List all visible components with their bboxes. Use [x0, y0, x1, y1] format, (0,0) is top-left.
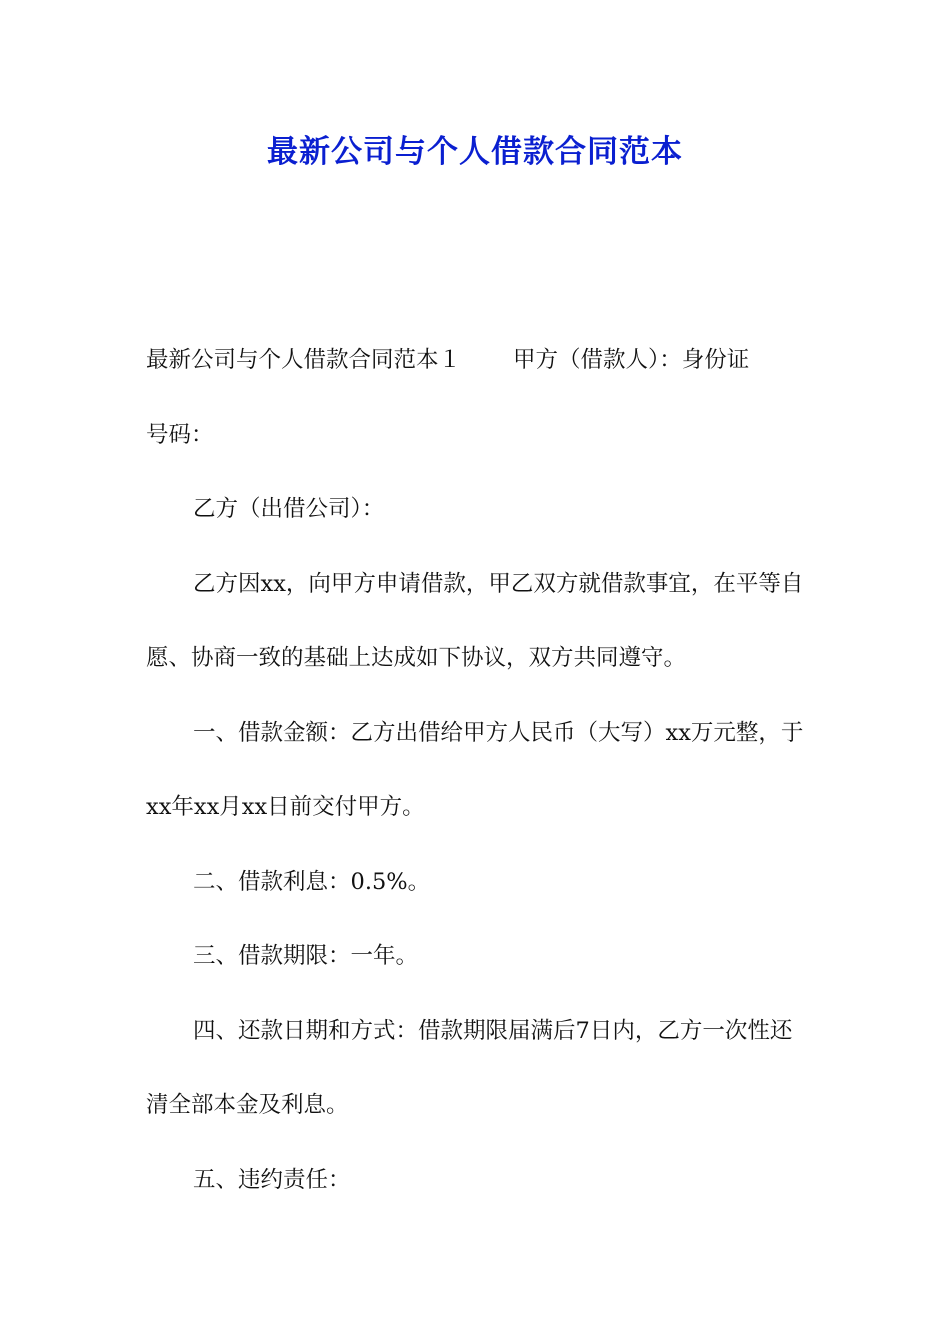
- document-body: [146, 323, 814, 1217]
- heading-line-continuation: 号码：: [146, 421, 214, 448]
- paragraph-preamble: 乙方因xx，向甲方申请借款，甲乙双方就借款事宜，在平等自愿、协商一致的基础上达成如下协议，双方共同遵守。: [146, 570, 804, 671]
- heading-line-left: 最新公司与个人借款合同范本１: [146, 347, 462, 373]
- paragraph-clause-4: 四、还款日期和方式：借款期限届满后7日内，乙方一次性还清全部本金及利息。: [146, 1017, 793, 1118]
- heading-line-right: 甲方（借款人）：身份证: [513, 347, 750, 373]
- paragraph-clause-5: 五、违约责任：: [193, 1166, 351, 1193]
- paragraph-clause-2: 二、借款利息：0.5%。: [193, 868, 431, 895]
- paragraph-clause-1: 一、借款金额：乙方出借给甲方人民币（大写）xx万元整，于xx年xx月xx日前交付甲方。: [146, 719, 804, 820]
- document-title: 最新公司与个人借款合同范本: [267, 134, 683, 170]
- paragraph-party-b: 乙方（出借公司）：: [193, 496, 385, 522]
- heading-line: [146, 323, 814, 472]
- paragraph-clause-3: 三、借款期限：一年。: [193, 943, 419, 969]
